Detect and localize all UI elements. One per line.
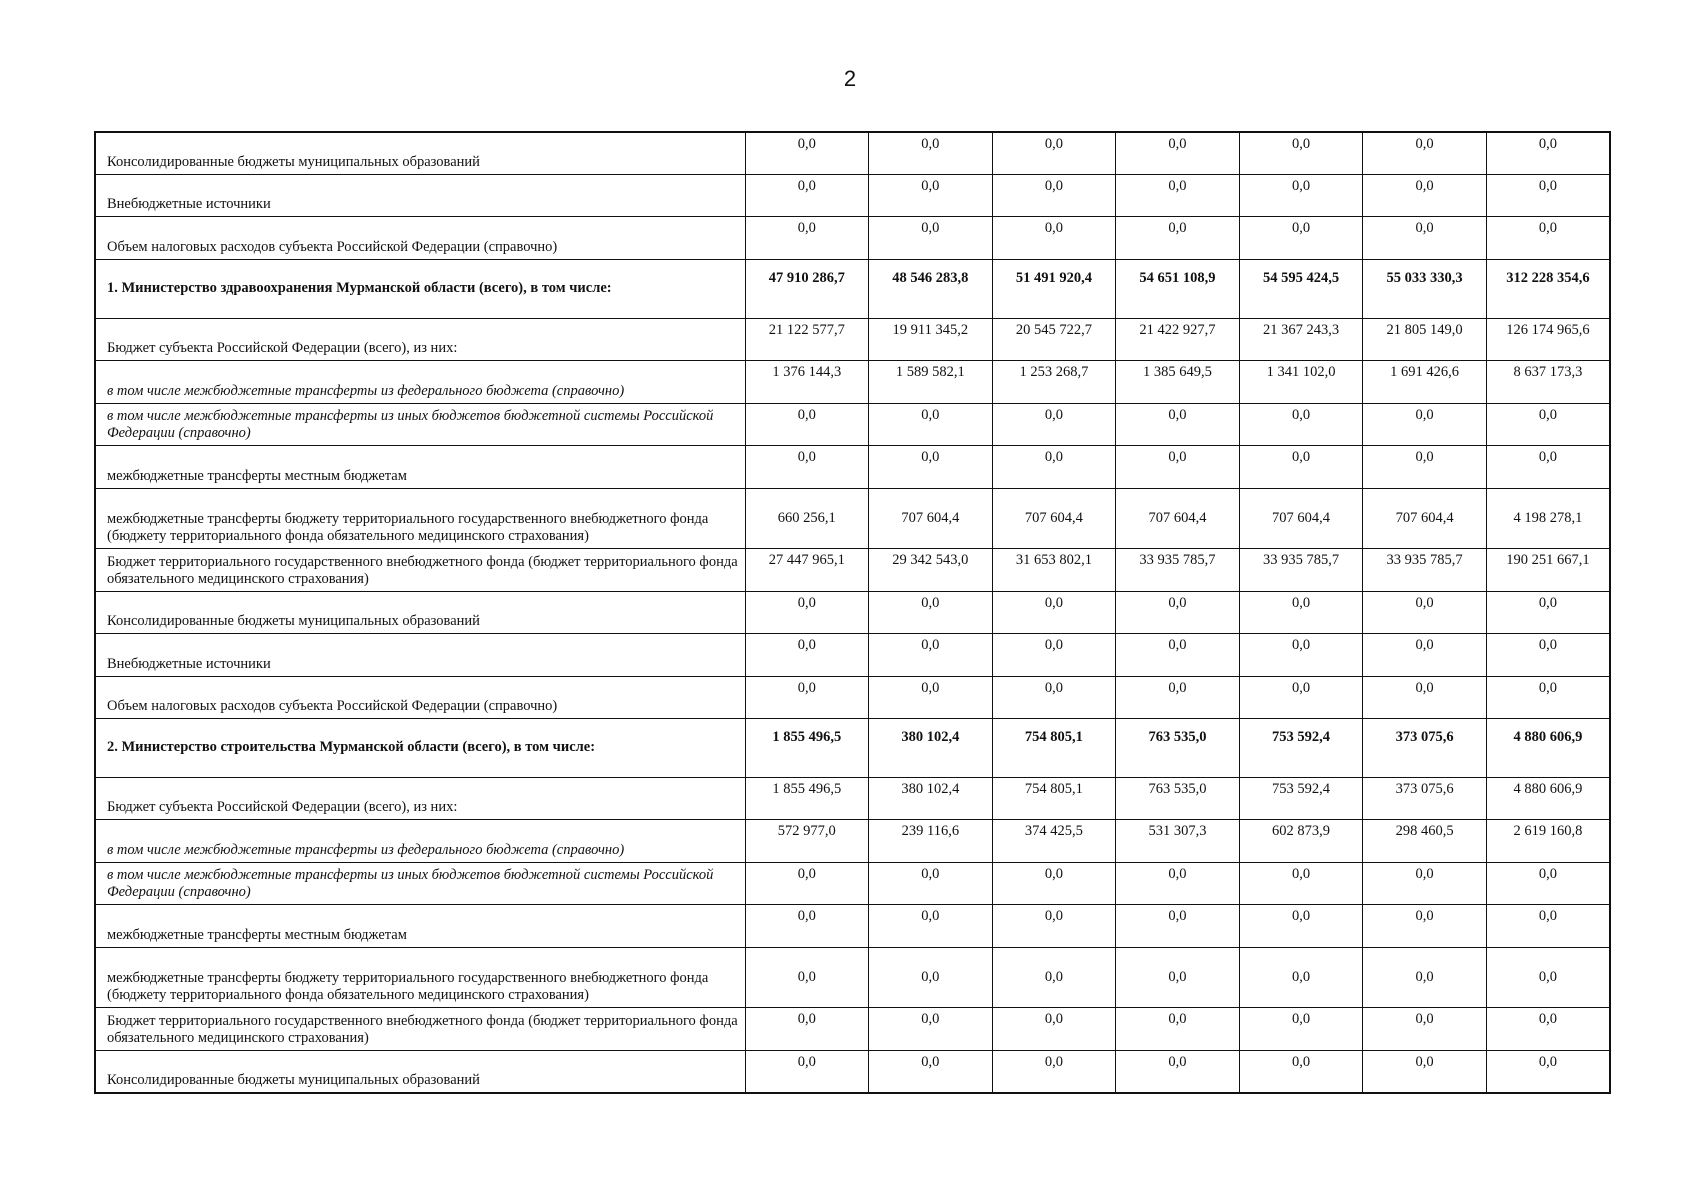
row-value: 21 122 577,7 bbox=[745, 318, 869, 360]
row-label: в том числе межбюджетные трансферты из иных бюджетов бюджетной системы Российской Федерации (справочно) bbox=[95, 403, 745, 445]
row-value: 572 977,0 bbox=[745, 820, 869, 862]
row-label: межбюджетные трансферты местным бюджетам bbox=[95, 905, 745, 947]
row-value: 707 604,4 bbox=[869, 488, 993, 549]
table-row bbox=[95, 217, 1610, 259]
row-label: Консолидированные бюджеты муниципальных образований bbox=[95, 132, 745, 174]
table-row bbox=[95, 634, 1610, 676]
row-value: 0,0 bbox=[1239, 862, 1363, 904]
row-value: 0,0 bbox=[745, 591, 869, 633]
row-value: 0,0 bbox=[992, 676, 1116, 718]
row-value: 707 604,4 bbox=[1116, 488, 1240, 549]
row-value: 373 075,6 bbox=[1363, 719, 1487, 778]
table-row bbox=[95, 361, 1610, 403]
row-value: 0,0 bbox=[745, 403, 869, 445]
table-row bbox=[95, 1050, 1610, 1093]
row-value: 0,0 bbox=[1239, 1008, 1363, 1050]
row-value: 0,0 bbox=[1363, 403, 1487, 445]
row-value: 0,0 bbox=[1239, 217, 1363, 259]
row-value: 0,0 bbox=[1239, 591, 1363, 633]
row-total-value: 0,0 bbox=[1486, 174, 1610, 216]
row-value: 29 342 543,0 bbox=[869, 549, 993, 591]
row-value: 602 873,9 bbox=[1239, 820, 1363, 862]
row-label: межбюджетные трансферты бюджету территориального государственного внебюджетного фонда (бюджету территориального фонда обязательного медицинского страхования) bbox=[95, 488, 745, 549]
row-label: Объем налоговых расходов субъекта Российской Федерации (справочно) bbox=[95, 676, 745, 718]
row-value: 0,0 bbox=[1116, 132, 1240, 174]
row-value: 1 341 102,0 bbox=[1239, 361, 1363, 403]
row-value: 0,0 bbox=[869, 634, 993, 676]
table-row bbox=[95, 862, 1610, 904]
row-value: 0,0 bbox=[992, 446, 1116, 488]
row-value: 0,0 bbox=[1239, 634, 1363, 676]
row-value: 1 253 268,7 bbox=[992, 361, 1116, 403]
row-value: 0,0 bbox=[869, 676, 993, 718]
row-label: Бюджет субъекта Российской Федерации (всего), из них: bbox=[95, 777, 745, 819]
row-value: 0,0 bbox=[1363, 905, 1487, 947]
row-value: 31 653 802,1 bbox=[992, 549, 1116, 591]
table-row bbox=[95, 777, 1610, 819]
row-value: 0,0 bbox=[992, 862, 1116, 904]
row-value: 763 535,0 bbox=[1116, 777, 1240, 819]
row-value: 21 422 927,7 bbox=[1116, 318, 1240, 360]
row-value: 0,0 bbox=[745, 217, 869, 259]
table-row bbox=[95, 549, 1610, 591]
row-total-value: 0,0 bbox=[1486, 403, 1610, 445]
row-value: 0,0 bbox=[745, 1050, 869, 1093]
row-label: в том числе межбюджетные трансферты из федерального бюджета (справочно) bbox=[95, 820, 745, 862]
row-value: 0,0 bbox=[1363, 634, 1487, 676]
row-value: 21 805 149,0 bbox=[1363, 318, 1487, 360]
row-total-value: 0,0 bbox=[1486, 217, 1610, 259]
row-value: 0,0 bbox=[1116, 634, 1240, 676]
row-value: 0,0 bbox=[992, 905, 1116, 947]
row-value: 0,0 bbox=[869, 217, 993, 259]
row-total-value: 0,0 bbox=[1486, 132, 1610, 174]
row-value: 33 935 785,7 bbox=[1363, 549, 1487, 591]
row-value: 239 116,6 bbox=[869, 820, 993, 862]
row-value: 0,0 bbox=[1363, 676, 1487, 718]
row-value: 33 935 785,7 bbox=[1239, 549, 1363, 591]
row-value: 48 546 283,8 bbox=[869, 259, 993, 318]
row-value: 0,0 bbox=[1116, 947, 1240, 1008]
row-value: 0,0 bbox=[745, 174, 869, 216]
row-label: межбюджетные трансферты местным бюджетам bbox=[95, 446, 745, 488]
row-value: 54 651 108,9 bbox=[1116, 259, 1240, 318]
row-value: 0,0 bbox=[869, 403, 993, 445]
row-value: 0,0 bbox=[992, 1008, 1116, 1050]
row-value: 0,0 bbox=[1239, 174, 1363, 216]
row-value: 380 102,4 bbox=[869, 719, 993, 778]
row-value: 1 691 426,6 bbox=[1363, 361, 1487, 403]
table-row bbox=[95, 820, 1610, 862]
row-label: Внебюджетные источники bbox=[95, 634, 745, 676]
row-value: 373 075,6 bbox=[1363, 777, 1487, 819]
row-value: 0,0 bbox=[1116, 217, 1240, 259]
row-value: 0,0 bbox=[992, 403, 1116, 445]
table-row bbox=[95, 174, 1610, 216]
row-value: 754 805,1 bbox=[992, 719, 1116, 778]
row-value: 0,0 bbox=[1363, 217, 1487, 259]
row-value: 0,0 bbox=[1363, 1050, 1487, 1093]
row-value: 0,0 bbox=[1116, 591, 1240, 633]
row-value: 21 367 243,3 bbox=[1239, 318, 1363, 360]
row-value: 0,0 bbox=[869, 947, 993, 1008]
row-value: 0,0 bbox=[745, 862, 869, 904]
row-value: 0,0 bbox=[992, 591, 1116, 633]
row-total-value: 126 174 965,6 bbox=[1486, 318, 1610, 360]
row-total-value: 0,0 bbox=[1486, 1008, 1610, 1050]
table-row bbox=[95, 719, 1610, 778]
row-value: 380 102,4 bbox=[869, 777, 993, 819]
row-label: межбюджетные трансферты бюджету территориального государственного внебюджетного фонда (бюджету территориального фонда обязательного медицинского страхования) bbox=[95, 947, 745, 1008]
row-value: 0,0 bbox=[1116, 862, 1240, 904]
row-value: 0,0 bbox=[1239, 947, 1363, 1008]
row-value: 0,0 bbox=[869, 446, 993, 488]
row-total-value: 0,0 bbox=[1486, 446, 1610, 488]
row-value: 0,0 bbox=[869, 905, 993, 947]
row-value: 0,0 bbox=[869, 591, 993, 633]
table-row bbox=[95, 318, 1610, 360]
row-value: 0,0 bbox=[869, 1050, 993, 1093]
row-value: 0,0 bbox=[992, 1050, 1116, 1093]
row-value: 0,0 bbox=[869, 862, 993, 904]
row-value: 0,0 bbox=[1239, 132, 1363, 174]
row-value: 707 604,4 bbox=[1363, 488, 1487, 549]
table-row bbox=[95, 1008, 1610, 1050]
row-value: 0,0 bbox=[745, 446, 869, 488]
row-value: 0,0 bbox=[1116, 1008, 1240, 1050]
row-total-value: 4 880 606,9 bbox=[1486, 777, 1610, 819]
table-row bbox=[95, 488, 1610, 549]
row-value: 33 935 785,7 bbox=[1116, 549, 1240, 591]
row-value: 0,0 bbox=[1116, 676, 1240, 718]
row-value: 763 535,0 bbox=[1116, 719, 1240, 778]
row-value: 0,0 bbox=[1363, 446, 1487, 488]
row-value: 0,0 bbox=[1363, 1008, 1487, 1050]
table-row bbox=[95, 446, 1610, 488]
table-row bbox=[95, 591, 1610, 633]
row-value: 0,0 bbox=[745, 132, 869, 174]
row-value: 54 595 424,5 bbox=[1239, 259, 1363, 318]
table-row bbox=[95, 403, 1610, 445]
row-value: 0,0 bbox=[1363, 591, 1487, 633]
row-total-value: 4 880 606,9 bbox=[1486, 719, 1610, 778]
row-value: 1 376 144,3 bbox=[745, 361, 869, 403]
row-value: 0,0 bbox=[869, 1008, 993, 1050]
row-value: 0,0 bbox=[1363, 862, 1487, 904]
row-value: 707 604,4 bbox=[992, 488, 1116, 549]
row-value: 0,0 bbox=[1363, 132, 1487, 174]
row-value: 0,0 bbox=[992, 217, 1116, 259]
row-value: 660 256,1 bbox=[745, 488, 869, 549]
row-value: 0,0 bbox=[992, 634, 1116, 676]
table-row bbox=[95, 947, 1610, 1008]
row-label: 2. Министерство строительства Мурманской области (всего), в том числе: bbox=[95, 719, 745, 778]
row-label: в том числе межбюджетные трансферты из федерального бюджета (справочно) bbox=[95, 361, 745, 403]
row-label: Консолидированные бюджеты муниципальных образований bbox=[95, 591, 745, 633]
row-value: 0,0 bbox=[1363, 174, 1487, 216]
row-total-value: 4 198 278,1 bbox=[1486, 488, 1610, 549]
row-value: 0,0 bbox=[992, 947, 1116, 1008]
row-value: 1 385 649,5 bbox=[1116, 361, 1240, 403]
row-value: 0,0 bbox=[1239, 403, 1363, 445]
table-row bbox=[95, 905, 1610, 947]
row-value: 0,0 bbox=[1239, 676, 1363, 718]
row-total-value: 0,0 bbox=[1486, 862, 1610, 904]
row-label: в том числе межбюджетные трансферты из иных бюджетов бюджетной системы Российской Федерации (справочно) bbox=[95, 862, 745, 904]
row-label: Бюджет субъекта Российской Федерации (всего), из них: bbox=[95, 318, 745, 360]
row-value: 19 911 345,2 bbox=[869, 318, 993, 360]
row-label: Бюджет территориального государственного внебюджетного фонда (бюджет территориального фонда обязательного медицинского страхования) bbox=[95, 1008, 745, 1050]
row-total-value: 0,0 bbox=[1486, 676, 1610, 718]
row-value: 0,0 bbox=[745, 947, 869, 1008]
row-total-value: 0,0 bbox=[1486, 905, 1610, 947]
row-value: 0,0 bbox=[1116, 403, 1240, 445]
row-value: 753 592,4 bbox=[1239, 719, 1363, 778]
page-number: 2 bbox=[843, 66, 857, 91]
row-total-value: 0,0 bbox=[1486, 947, 1610, 1008]
row-total-value: 2 619 160,8 bbox=[1486, 820, 1610, 862]
row-value: 51 491 920,4 bbox=[992, 259, 1116, 318]
row-value: 0,0 bbox=[1116, 446, 1240, 488]
row-value: 0,0 bbox=[745, 676, 869, 718]
row-value: 0,0 bbox=[992, 132, 1116, 174]
table-row bbox=[95, 132, 1610, 174]
row-value: 0,0 bbox=[869, 174, 993, 216]
row-value: 20 545 722,7 bbox=[992, 318, 1116, 360]
row-total-value: 8 637 173,3 bbox=[1486, 361, 1610, 403]
table-row bbox=[95, 676, 1610, 718]
row-value: 0,0 bbox=[1116, 174, 1240, 216]
budget-table-body bbox=[95, 132, 1610, 1093]
row-value: 754 805,1 bbox=[992, 777, 1116, 819]
row-total-value: 0,0 bbox=[1486, 591, 1610, 633]
row-value: 0,0 bbox=[745, 905, 869, 947]
row-value: 0,0 bbox=[1239, 446, 1363, 488]
row-value: 0,0 bbox=[1239, 1050, 1363, 1093]
row-label: 1. Министерство здравоохранения Мурманской области (всего), в том числе: bbox=[95, 259, 745, 318]
row-label: Объем налоговых расходов субъекта Российской Федерации (справочно) bbox=[95, 217, 745, 259]
row-label: Бюджет территориального государственного внебюджетного фонда (бюджет территориального фонда обязательного медицинского страхования) bbox=[95, 549, 745, 591]
row-label: Внебюджетные источники bbox=[95, 174, 745, 216]
row-value: 707 604,4 bbox=[1239, 488, 1363, 549]
budget-table bbox=[94, 131, 1611, 1094]
row-value: 27 447 965,1 bbox=[745, 549, 869, 591]
row-value: 1 589 582,1 bbox=[869, 361, 993, 403]
row-total-value: 312 228 354,6 bbox=[1486, 259, 1610, 318]
row-value: 0,0 bbox=[1363, 947, 1487, 1008]
row-value: 1 855 496,5 bbox=[745, 719, 869, 778]
row-value: 0,0 bbox=[1239, 905, 1363, 947]
row-total-value: 0,0 bbox=[1486, 634, 1610, 676]
row-value: 1 855 496,5 bbox=[745, 777, 869, 819]
row-value: 55 033 330,3 bbox=[1363, 259, 1487, 318]
row-label: Консолидированные бюджеты муниципальных образований bbox=[95, 1050, 745, 1093]
row-value: 0,0 bbox=[1116, 905, 1240, 947]
row-value: 0,0 bbox=[745, 1008, 869, 1050]
row-value: 0,0 bbox=[992, 174, 1116, 216]
row-total-value: 190 251 667,1 bbox=[1486, 549, 1610, 591]
row-value: 298 460,5 bbox=[1363, 820, 1487, 862]
row-value: 531 307,3 bbox=[1116, 820, 1240, 862]
row-total-value: 0,0 bbox=[1486, 1050, 1610, 1093]
row-value: 0,0 bbox=[1116, 1050, 1240, 1093]
row-value: 374 425,5 bbox=[992, 820, 1116, 862]
row-value: 0,0 bbox=[869, 132, 993, 174]
row-value: 0,0 bbox=[745, 634, 869, 676]
row-value: 47 910 286,7 bbox=[745, 259, 869, 318]
table-row bbox=[95, 259, 1610, 318]
row-value: 753 592,4 bbox=[1239, 777, 1363, 819]
